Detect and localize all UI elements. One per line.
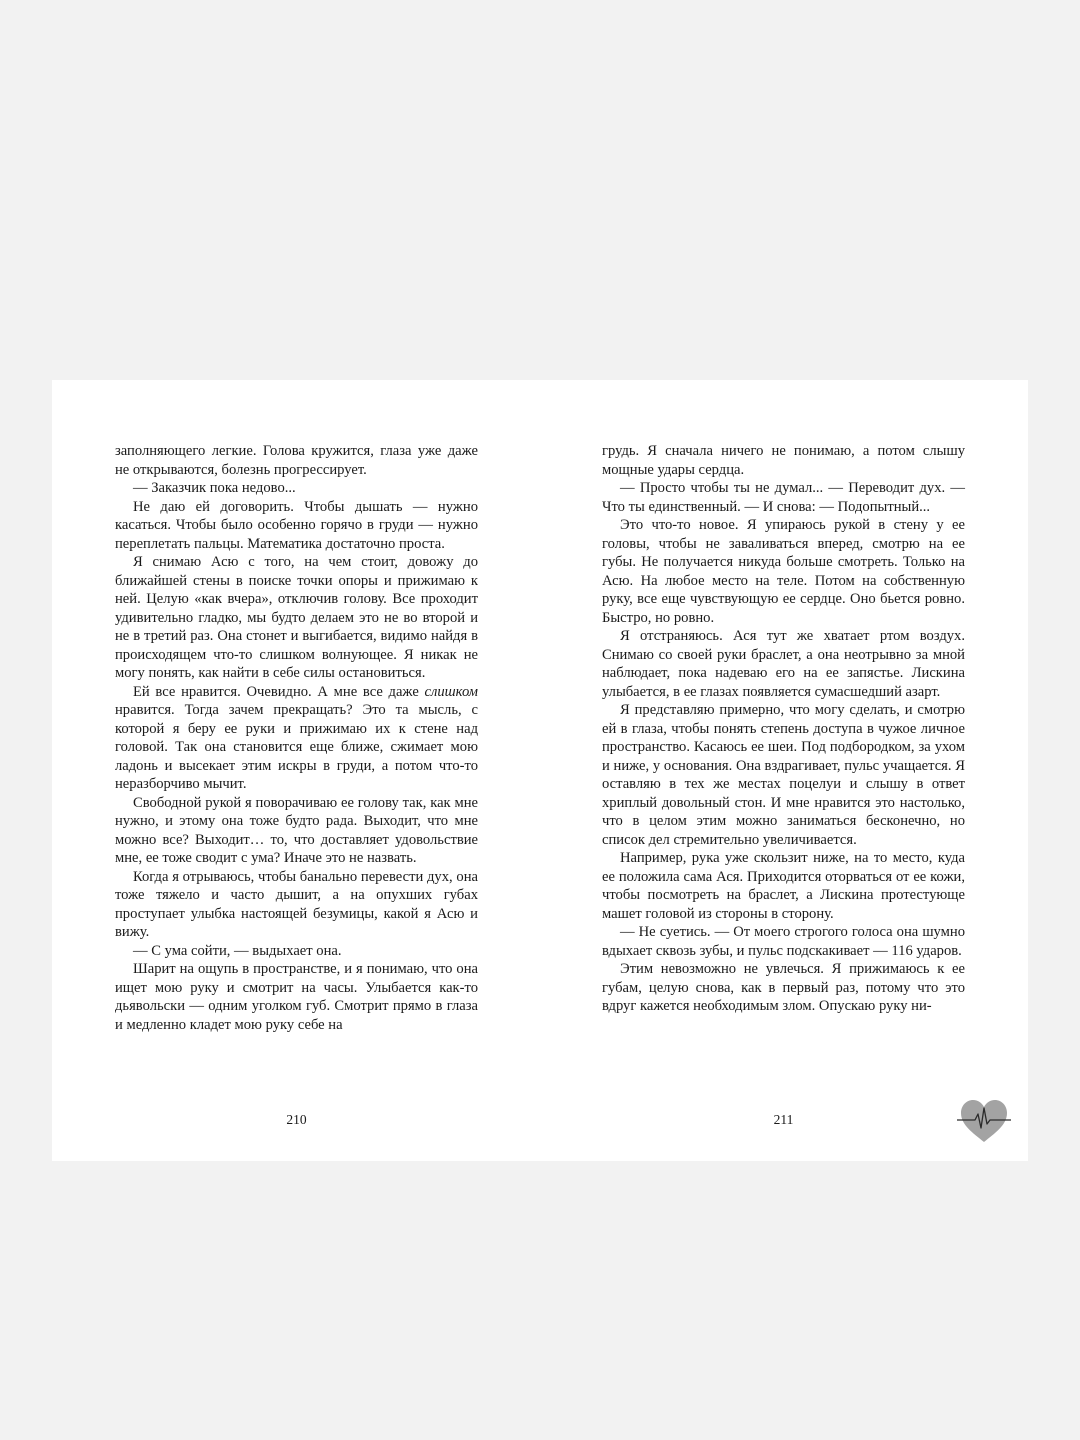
paragraph-text: Ей все нравится. Очевидно. А мне все даже (133, 683, 425, 700)
paragraph: — Заказчик пока недово... (133, 480, 296, 496)
right-page-text (602, 442, 965, 1082)
paragraph: Свободной рукой я поворачиваю ее голову так, как мне нужно, и этому она тоже будто рада. Выходит, что мне можно все? Выходит… то, что доставляет удовольствие мне, ее тоже сводит с ума? Иначе это не назвать. (115, 794, 478, 866)
paragraph: Этим невозможно не увлечься. Я прижимаюсь к ее губам, целую снова, как в первый раз, потому что это вдруг кажется необходимым злом. Опускаю руку ни- (602, 961, 965, 1014)
paragraph: Например, рука уже скользит ниже, на то место, куда ее положила сама Ася. Приходится оторваться от ее кожи, чтобы посмотреть на браслет, а Лискина протестующе машет головой из стороны в сторону. (602, 850, 965, 922)
page-number-right: 211 (773, 1112, 794, 1127)
book-spread (52, 380, 1028, 1161)
page-number-left: 210 (286, 1112, 307, 1127)
paragraph: Я снимаю Асю с того, на чем стоит, довожу до ближайшей стены в поиске точки опоры и прижимаю к ней. Целую «как вчера», отключив голову. Все проходит удивительно гладко, мы будто делаем это не во второй и не в третий раз. Она стонет и выгибается, видимо найдя в происходящем что-то слишком волнующее. Я никак не могу понять, как найти в себе силы остановиться. (115, 554, 478, 681)
left-page-text (115, 442, 478, 1082)
paragraph: — Просто чтобы ты не думал... — Переводит дух. — Что ты единственный. — И снова: — Подопытный... (602, 480, 965, 515)
heart-shape (961, 1100, 1007, 1142)
paragraph: Я представляю примерно, что могу сделать, и смотрю ей в глаза, чтобы понять степень доступа в чужое личное пространство. Касаюсь ее шеи. Под подбородком, за ухом и ниже, у основания. Она вздрагивает, пульс учащается. Я оставляю в тех же местах поцелуи и слышу в ответ хриплый довольный стон. И мне нравится это настолько, что в целом этим можно заниматься бесконечно, но список дел стремительно увеличивается. (602, 702, 965, 848)
paragraph: Я отстраняюсь. Ася тут же хватает ртом воздух. Снимаю со своей руки браслет, а она неотрывно за мной наблюдает, пока надеваю его на ее запястье. Лискина улыбается, в ее глазах появляется сумасшедший азарт. (602, 628, 965, 700)
paragraph: Шарит на ощупь в пространстве, и я понимаю, что она ищет мою руку и смотрит на часы. Улыбается как-то дьявольски — одним уголком губ. Смотрит прямо в глаза и медленно кладет мою руку себе на (115, 961, 478, 1033)
paragraph: — С ума сойти, — выдыхает она. (133, 942, 342, 959)
paragraph-text: нравится. Тогда зачем прекращать? Это та мысль, с которой я беру ее руки и прижимаю их к стене над головой. Так она становится еще ближе, сжимает мою ладонь и высекает этим искры в груди, а потом что-то неразборчиво мычит. (115, 702, 478, 792)
paragraph: грудь. Я сначала ничего не понимаю, а потом слышу мощные удары сердца. (602, 443, 965, 478)
paragraph: Не даю ей договорить. Чтобы дышать — нужно касаться. Чтобы было особенно горячо в груди — нужно переплетать пальцы. Математика достаточно проста. (115, 498, 478, 552)
paragraph (115, 683, 478, 794)
emphasized-word: слишком (424, 683, 478, 700)
heart-pulse-icon (957, 1098, 1011, 1144)
paragraph: Это что-то новое. Я упираюсь рукой в стену у ее головы, чтобы не заваливаться вперед, смотрю на ее губы. Не получается никуда больше смотреть. Только на Асю. На любое место на теле. Потом на собственную руку, все еще чувствующую ее сердце. Оно бьется ровно. Быстро, но ровно. (602, 517, 965, 626)
paragraph: Когда я отрываюсь, чтобы банально перевести дух, она тоже тяжело и часто дышит, а на опухших губах проступает улыбка настоящей безумицы, какой я Асю и вижу. (115, 868, 478, 940)
paragraph: заполняющего легкие. Голова кружится, глаза уже даже не открываются, болезнь прогрессирует. (115, 443, 478, 478)
paragraph: — Не суетись. — От моего строгого голоса она шумно вдыхает сквозь зубы, и пульс подскакивает — 116 ударов. (602, 924, 965, 959)
